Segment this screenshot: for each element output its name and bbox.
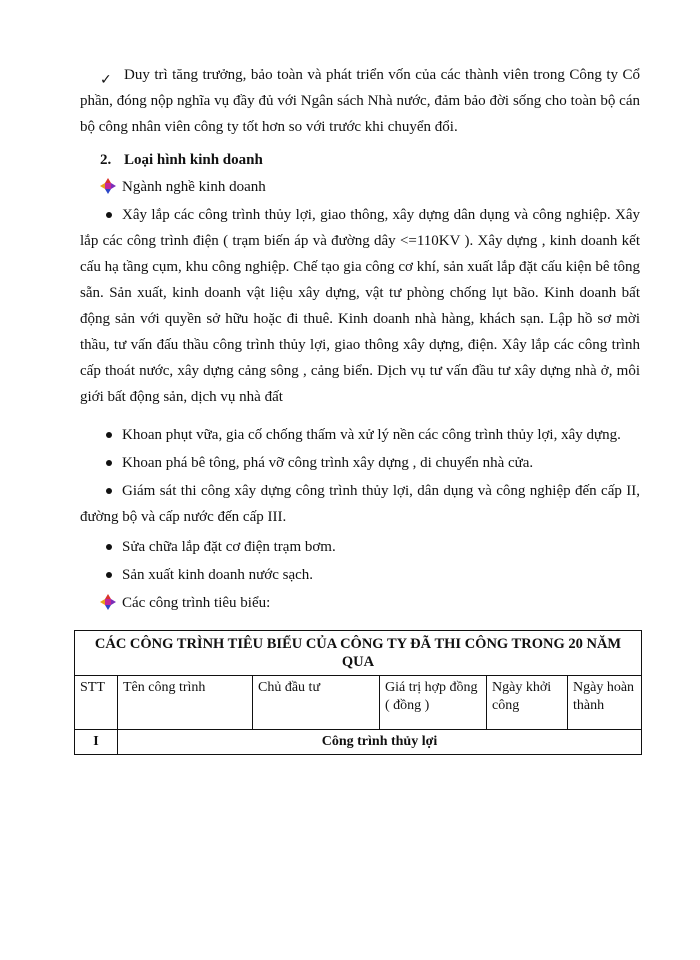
four-arrows-icon [100,178,116,194]
list-item-text: Sản xuất kinh doanh nước sạch. [122,567,314,583]
list-item-text: Xây lắp các công trình thủy lợi, giao thông, xây dựng dân dụng và công nghiệp. Xây lắp các công trình điện ( trạm biến áp và đường dây <=110KV ). Xây dựng , kinh doanh kết cấu hạ tầng cụm, khu công nghiệp. Chế tạo gia công cơ khí, sản xuất lắp đặt cấu kiện bê tông sẵn. Sản xuất, kinh doanh vật liệu xây dựng, vật tư phòng chống lụt bão. Kinh doanh bất động sản với quyền sở hữu hoặc đi thuê. Kinh doanh nhà hàng, khách sạn. Lập hồ sơ mời thầu, tư vấn đấu thầu công trình thủy lợi, giao thông xây dựng, điện. Xây lắp các công trình cấp thoát nước, xây dựng cảng sông , cảng biển. Dịch vụ tư vấn đầu tư xây dựng nhà ở, môi giới bất động sản, dịch vụ nhà đất [80,207,640,405]
section-number-cell: I [75,730,118,755]
list-item [80,202,640,410]
bullet-icon [106,460,112,466]
table-title-row [75,631,642,676]
typical-works-text: Các công trình tiêu biểu: [122,595,271,611]
section-title: Loại hình kinh doanh [124,152,263,168]
section-label-cell: Công trình thủy lợi [118,730,642,755]
section-number: 2. [100,152,112,168]
list-item [80,478,640,530]
table-section-row [75,730,642,755]
column-header: Tên công trình [118,676,253,730]
list-item-text: Khoan phá bê tông, phá vỡ công trình xây dựng , di chuyển nhà cửa. [122,455,534,471]
list-item-text: Khoan phụt vữa, gia cố chống thấm và xử lý nền các công trình thủy lợi, xây dựng. [122,427,621,443]
intro-paragraph: Duy trì tăng trưởng, bảo toàn và phát triển vốn của các thành viên trong Công ty Cổ phần, đóng nộp nghĩa vụ đầy đủ với Ngân sách Nhà nước, đảm bảo đời sống cho toàn bộ cán bộ công nhân viên công ty tốt hơn so với trước khi chuyển đổi. [80,67,640,135]
check-mark-icon: ✓ [100,72,112,88]
bullet-icon [106,212,112,218]
column-header: STT [75,676,118,730]
list-item [80,562,640,588]
list-item [80,422,640,448]
list-item-text: Giám sát thi công xây dựng công trình thủy lợi, dân dụng và công nghiệp đến cấp II, đường bộ và cấp nước đến cấp III. [80,483,640,525]
column-header: Ngày khởi công [487,676,568,730]
table-title: CÁC CÔNG TRÌNH TIÊU BIỂU CỦA CÔNG TY ĐÃ THI CÔNG TRONG 20 NĂM QUA [75,631,642,676]
bullet-icon [106,488,112,494]
bullet-icon [106,432,112,438]
column-header: Giá trị hợp đồng ( đồng ) [380,676,487,730]
section-heading [100,147,263,173]
column-header: Ngày hoàn thành [568,676,642,730]
typical-works-table [74,630,642,755]
bullet-icon [106,572,112,578]
table-header-row [75,676,642,730]
list-item [80,450,640,476]
typical-works-label [100,590,270,616]
business-lines-label [100,174,266,200]
bullet-icon [106,544,112,550]
column-header: Chủ đầu tư [253,676,380,730]
list-item [80,534,640,560]
list-item-text: Sửa chữa lắp đặt cơ điện trạm bơm. [122,539,336,555]
four-arrows-icon [100,594,116,610]
business-lines-text: Ngành nghề kinh doanh [122,179,266,195]
